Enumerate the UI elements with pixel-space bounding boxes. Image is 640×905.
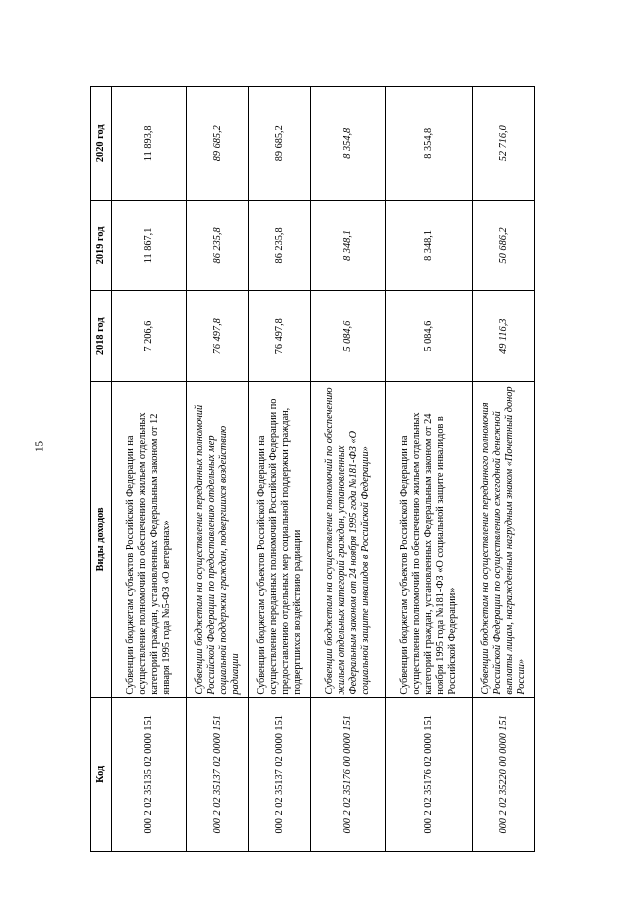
- table-row: [311, 87, 386, 852]
- row-value-2020: 52 716,0: [473, 87, 535, 201]
- row-description: Субвенции бюджетам на осуществление переданных полномочий Российской Федерации по предоставлению отдельных мер социальной поддержки граждан, подвергшихся воздействию радиации: [187, 382, 249, 698]
- row-code: 000 2 02 35220 00 0000 151: [473, 697, 535, 851]
- table-row: [386, 87, 473, 852]
- page-number: 15: [33, 441, 46, 452]
- row-value-2018: 5 084,6: [311, 291, 386, 382]
- row-value-2020: 8 354,8: [311, 87, 386, 201]
- header-2018: 2018 год: [91, 291, 112, 382]
- table-row: [187, 87, 249, 852]
- row-value-2018: 5 084,6: [386, 291, 473, 382]
- row-value-2020: 89 685,2: [187, 87, 249, 201]
- row-value-2018: 7 206,6: [112, 291, 187, 382]
- row-description: Субвенции бюджетам субъектов Российской Федерации на осуществление переданных полномочий Российской Федерации по предоставлению отдельных мер социальной поддержки граждан, подвергшихся воздействию радиации: [249, 382, 311, 698]
- row-value-2019: 11 867,1: [112, 200, 187, 291]
- row-description: Субвенции бюджетам на осуществление переданного полномочия Российской Федерации по осуществлению ежегодной денежной выплаты лицам, награжденным нагрудным знаком «Почетный донор России»: [473, 382, 535, 698]
- row-description: Субвенции бюджетам на осуществление полномочий по обеспечению жильем отдельных категорий граждан, установленных Федеральным законом от 24 ноября 1995 года №181-ФЗ «О социальной защите инвалидов в Российской Федерации»: [311, 382, 386, 698]
- row-description: Субвенции бюджетам субъектов Российской Федерации на осуществление полномочий по обеспечению жильем отдельных категорий граждан, установленных Федеральным законом от 24 ноября 1995 года №181-ФЗ «О социальной защите инвалидов в Российской Федерации»: [386, 382, 473, 698]
- row-value-2020: 89 685,2: [249, 87, 311, 201]
- row-value-2018: 76 497,8: [187, 291, 249, 382]
- revenue-table-container: [90, 86, 527, 852]
- row-description: Субвенции бюджетам субъектов Российской Федерации на осуществление полномочий по обеспечению жильем отдельных категорий граждан, установленных Федеральным законом от 12 января 1995 года №5-ФЗ «О ветеранах»: [112, 382, 187, 698]
- revenue-table: [90, 86, 535, 852]
- row-value-2019: 86 235,8: [187, 200, 249, 291]
- table-row: [112, 87, 187, 852]
- header-2020: 2020 год: [91, 87, 112, 201]
- table-header-row: [91, 87, 112, 852]
- header-2019: 2019 год: [91, 200, 112, 291]
- table-row: [249, 87, 311, 852]
- table-row: [473, 87, 535, 852]
- row-code: 000 2 02 35176 00 0000 151: [311, 697, 386, 851]
- row-value-2019: 50 686,2: [473, 200, 535, 291]
- row-value-2018: 49 116,3: [473, 291, 535, 382]
- row-code: 000 2 02 35137 02 0000 151: [249, 697, 311, 851]
- row-value-2019: 8 348,1: [311, 200, 386, 291]
- row-code: 000 2 02 35176 02 0000 151: [386, 697, 473, 851]
- row-value-2020: 11 893,8: [112, 87, 187, 201]
- header-code: Код: [91, 697, 112, 851]
- row-value-2020: 8 354,8: [386, 87, 473, 201]
- header-revenue-type: Виды доходов: [91, 382, 112, 698]
- row-code: 000 2 02 35135 02 0000 151: [112, 697, 187, 851]
- row-value-2019: 86 235,8: [249, 200, 311, 291]
- row-value-2019: 8 348,1: [386, 200, 473, 291]
- row-code: 000 2 02 35137 02 0000 151: [187, 697, 249, 851]
- row-value-2018: 76 497,8: [249, 291, 311, 382]
